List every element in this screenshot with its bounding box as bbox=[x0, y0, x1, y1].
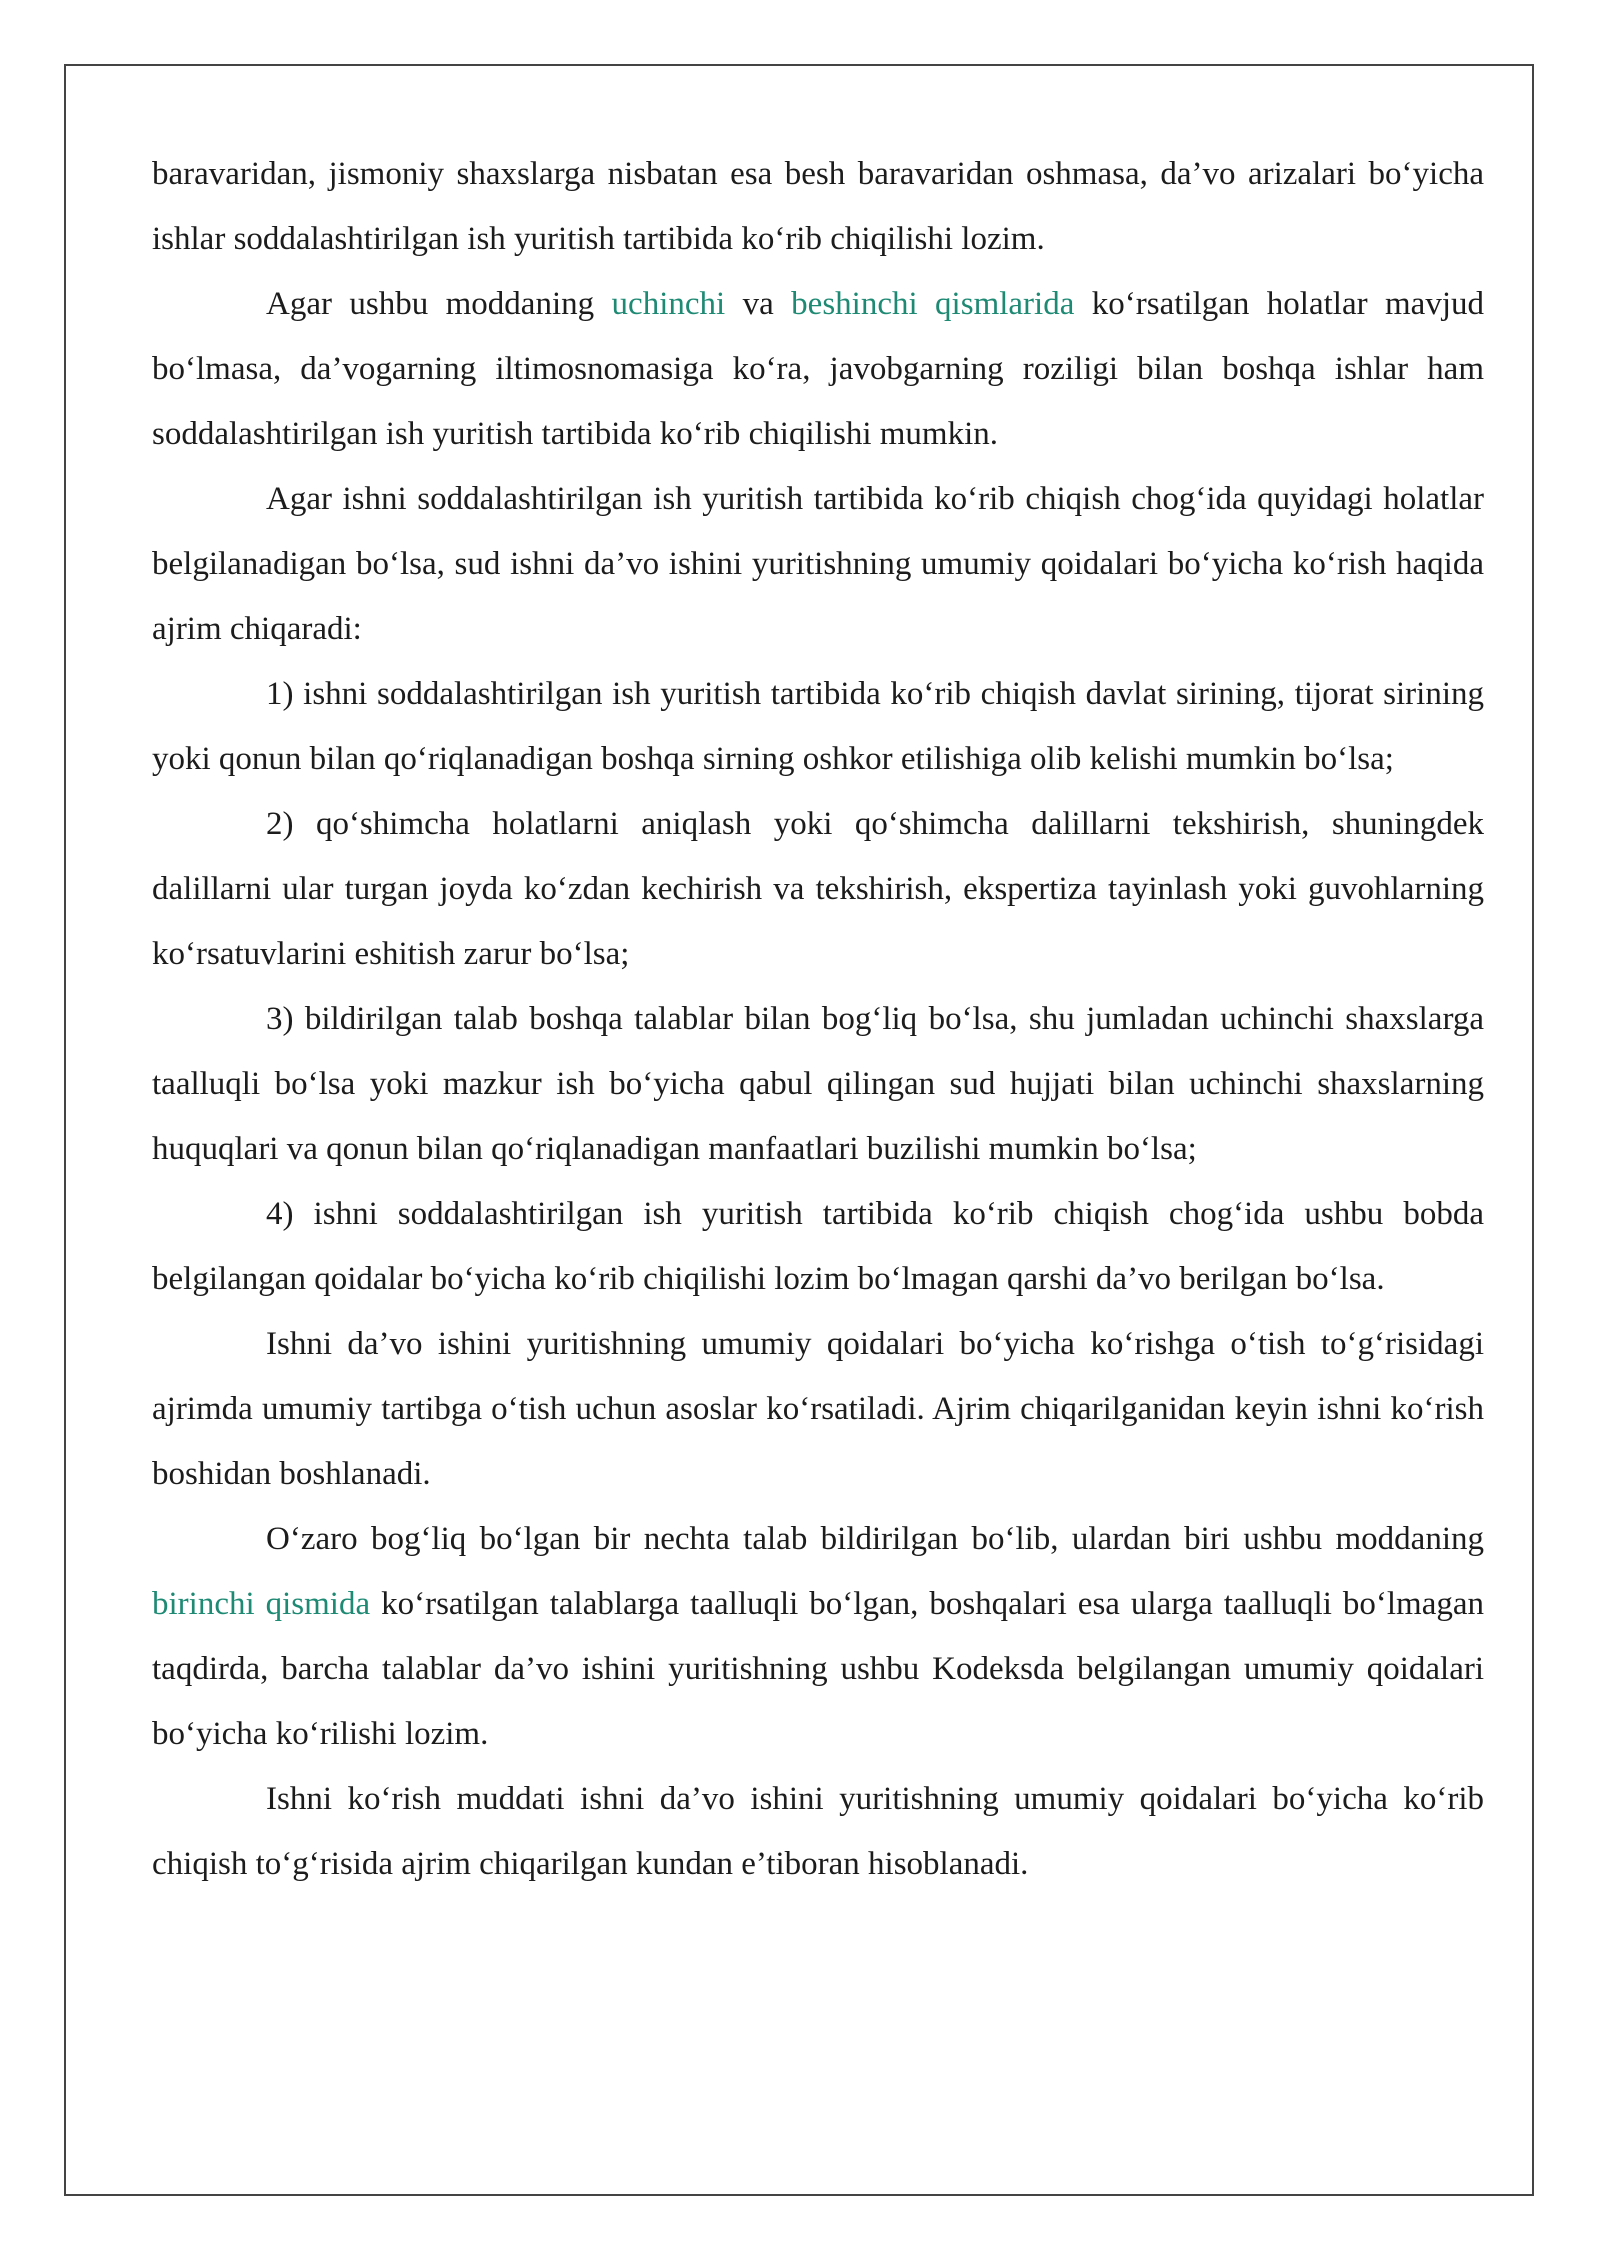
paragraph bbox=[152, 272, 1484, 467]
paragraph bbox=[152, 1507, 1484, 1767]
cross-reference-link[interactable]: uchinchi bbox=[611, 286, 726, 322]
paragraph-text: ko‘rsatilgan talablarga taalluqli bo‘lgan, boshqalari esa ularga taalluqli bo‘lmagan taqdirda, barcha talablar da’vo ishini yuritishning ushbu Kodeksda belgilangan umumiy qoidalari bo‘yicha ko‘rilishi lozim. bbox=[152, 1586, 1484, 1752]
paragraph-text: Ishni da’vo ishini yuritishning umumiy qoidalari bo‘yicha ko‘rishga o‘tish to‘g‘risidagi ajrimda umumiy tartibga o‘tish uchun asoslar ko‘rsatiladi. Ajrim chiqarilganidan keyin ishni ko‘rish boshidan boshlanadi. bbox=[152, 1326, 1484, 1492]
paragraph bbox=[152, 987, 1484, 1182]
paragraph bbox=[152, 662, 1484, 792]
paragraph bbox=[152, 1767, 1484, 1897]
paragraph bbox=[152, 1182, 1484, 1312]
paragraph-text: Agar ushbu moddaning bbox=[266, 286, 612, 322]
paragraph-text: 1) ishni soddalashtirilgan ish yuritish tartibida ko‘rib chiqish davlat sirining, tijorat sirining yoki qonun bilan qo‘riqlanadigan boshqa sirning oshkor etilishiga olib kelishi mumkin bo‘lsa; bbox=[152, 676, 1484, 777]
document-body bbox=[152, 142, 1484, 1897]
paragraph bbox=[152, 1312, 1484, 1507]
paragraph-text: va bbox=[725, 286, 792, 322]
paragraph-text: 2) qo‘shimcha holatlarni aniqlash yoki qo‘shimcha dalillarni tekshirish, shuningdek dalillarni ular turgan joyda ko‘zdan kechirish va tekshirish, ekspertiza tayinlash yoki guvohlarning ko‘rsatuvlarini eshitish zarur bo‘lsa; bbox=[152, 806, 1484, 972]
paragraph-text: Ishni ko‘rish muddati ishni da’vo ishini yuritishning umumiy qoidalari bo‘yicha ko‘rib chiqish to‘g‘risida ajrim chiqarilgan kundan e’tiboran hisoblanadi. bbox=[152, 1781, 1484, 1882]
cross-reference-link[interactable]: birinchi qismida bbox=[152, 1586, 371, 1622]
paragraph-text: baravaridan, jismoniy shaxslarga nisbatan esa besh baravaridan oshmasa, da’vo arizalari bo‘yicha ishlar soddalashtirilgan ish yuritish tartibida ko‘rib chiqilishi lozim. bbox=[152, 156, 1484, 257]
cross-reference-link[interactable]: beshinchi qismlarida bbox=[791, 286, 1075, 322]
paragraph-text: 3) bildirilgan talab boshqa talablar bilan bog‘liq bo‘lsa, shu jumladan uchinchi shaxslarga taalluqli bo‘lsa yoki mazkur ish bo‘yicha qabul qilingan sud hujjati bilan uchinchi shaxslarning huquqlari va qonun bilan qo‘riqlanadigan manfaatlari buzilishi mumkin bo‘lsa; bbox=[152, 1001, 1484, 1167]
paragraph-text: Agar ishni soddalashtirilgan ish yuritish tartibida ko‘rib chiqish chog‘ida quyidagi holatlar belgilanadigan bo‘lsa, sud ishni da’vo ishini yuritishning umumiy qoidalari bo‘yicha ko‘rish haqida ajrim chiqaradi: bbox=[152, 481, 1484, 647]
paragraph-text: 4) ishni soddalashtirilgan ish yuritish tartibida ko‘rib chiqish chog‘ida ushbu bobda belgilangan qoidalar bo‘yicha ko‘rib chiqilishi lozim bo‘lmagan qarshi da’vo berilgan bo‘lsa. bbox=[152, 1196, 1484, 1297]
paragraph-text: O‘zaro bog‘liq bo‘lgan bir nechta talab bildirilgan bo‘lib, ulardan biri ushbu moddaning bbox=[266, 1521, 1484, 1557]
paragraph bbox=[152, 792, 1484, 987]
paragraph bbox=[152, 142, 1484, 272]
paragraph-text: ko‘rsatilgan holatlar mavjud bo‘lmasa, da’vogarning iltimosnomasiga ko‘ra, javobgarning roziligi bilan boshqa ishlar ham soddalashtirilgan ish yuritish tartibida ko‘rib chiqilishi mumkin. bbox=[152, 286, 1484, 452]
paragraph bbox=[152, 467, 1484, 662]
